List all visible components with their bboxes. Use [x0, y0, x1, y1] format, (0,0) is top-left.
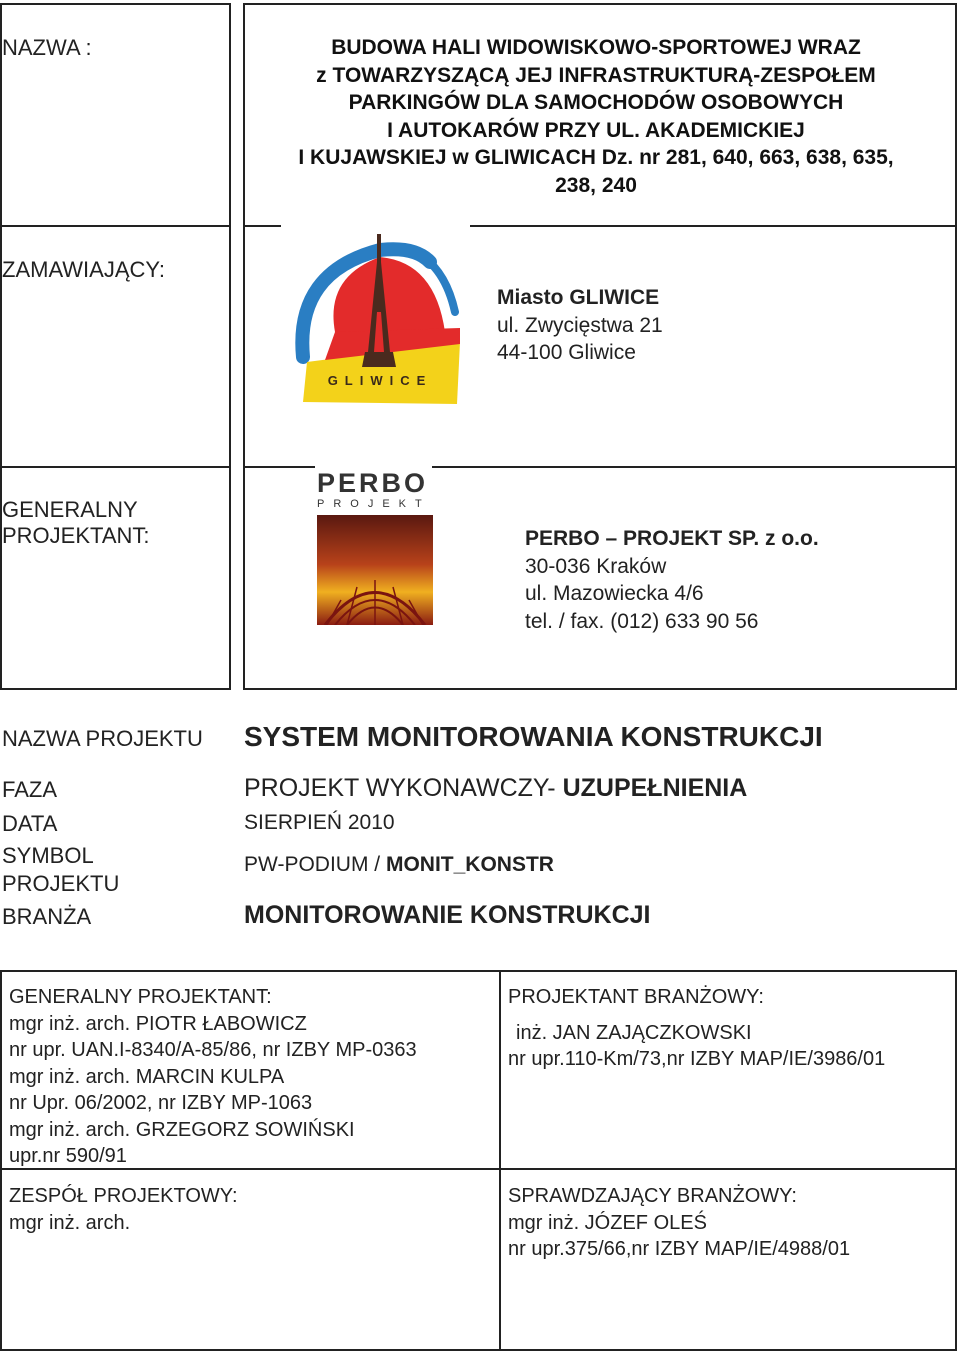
symbol-label	[2, 842, 119, 898]
designer-label-line: PROJEKTANT:	[2, 523, 150, 548]
signature-line: upr.nr 590/91	[9, 1145, 127, 1167]
perbo-logo	[317, 469, 433, 627]
signature-line: mgr inż. arch.	[9, 1211, 131, 1234]
general-designer-cell	[9, 984, 417, 1170]
gliwice-logo	[295, 232, 465, 407]
signature-line: nr Upr. 06/2002, nr IZBY MP-1063	[9, 1092, 313, 1114]
phase-label: FAZA	[2, 777, 58, 802]
phase-value	[244, 774, 747, 803]
project-name-value: SYSTEM MONITOROWANIA KONSTRUKCJI	[244, 721, 823, 752]
signature-line: nr upr. UAN.I-8340/A-85/86, nr IZBY MP-0363	[9, 1039, 417, 1061]
branch-label: BRANŻA	[2, 904, 92, 929]
date-label: DATA	[2, 811, 58, 836]
checker-cell	[508, 1183, 850, 1263]
signature-line: mgr inż. arch. GRZEGORZ SOWIŃSKI	[9, 1118, 355, 1141]
title-line: PARKINGÓW DLA SAMOCHODÓW OSOBOWYCH	[348, 91, 844, 114]
title-line: I AUTOKARÓW PRZY UL. AKADEMICKIEJ	[387, 118, 805, 142]
team-cell	[9, 1183, 238, 1236]
designer-phone: tel. / fax. (012) 633 90 56	[525, 609, 759, 633]
investor-address	[497, 284, 663, 367]
date-value: SIERPIEŃ 2010	[244, 811, 395, 834]
phase-value-plain: PROJEKT WYKONAWCZY-	[244, 774, 563, 802]
symbol-value-bold: MONIT_KONSTR	[385, 853, 554, 876]
general-designer-label: GENERALNY PROJEKTANT:	[9, 986, 272, 1008]
branch-value: MONITOROWANIE KONSTRUKCJI	[244, 901, 651, 929]
team-label: ZESPÓŁ PROJEKTOWY:	[9, 1185, 238, 1207]
investor-street: ul. Zwycięstwa 21	[497, 313, 663, 337]
signature-line: nr upr.110-Km/73,nr IZBY MAP/IE/3986/01	[508, 1048, 886, 1070]
designer-address	[525, 525, 819, 635]
name-label: NAZWA :	[2, 35, 92, 60]
investor-label: ZAMAWIAJĄCY:	[2, 257, 165, 282]
project-name-label: NAZWA PROJEKTU	[2, 726, 203, 751]
gliwice-logo-text: GLIWICE	[327, 373, 433, 388]
signature-line: mgr inż. arch. MARCIN KULPA	[9, 1065, 285, 1088]
designer-label	[2, 497, 150, 549]
branch-designer-cell	[508, 984, 885, 1073]
symbol-value	[244, 853, 554, 877]
title-line: BUDOWA HALI WIDOWISKOWO-SPORTOWEJ WRAZ	[331, 36, 861, 59]
checker-label: SPRAWDZAJĄCY BRANŻOWY:	[508, 1185, 797, 1207]
designer-city: 30-036 Kraków	[525, 554, 667, 578]
signature-line: mgr inż. JÓZEF OLEŚ	[508, 1211, 707, 1234]
symbol-label-line: PROJEKTU	[2, 871, 120, 896]
symbol-value-plain: PW-PODIUM /	[244, 853, 386, 876]
branch-designer-label: PROJEKTANT BRANŻOWY:	[508, 986, 764, 1008]
phase-value-bold: UZUPEŁNIENIA	[562, 774, 748, 802]
signature-line: nr upr.375/66,nr IZBY MAP/IE/4988/01	[508, 1238, 851, 1260]
designer-street: ul. Mazowiecka 4/6	[525, 582, 704, 605]
investor-city: 44-100 Gliwice	[497, 341, 636, 364]
investor-name: Miasto GLIWICE	[497, 286, 660, 309]
title-line: I KUJAWSKIEJ w GLIWICACH Dz. nr 281, 640, 663, 638, 635,	[298, 146, 894, 169]
perbo-logo-graphic	[317, 515, 433, 625]
perbo-logo-subtitle: PROJEKT	[317, 498, 431, 510]
symbol-label-line: SYMBOL	[2, 843, 94, 868]
title-line: z TOWARZYSZĄCĄ JEJ INFRASTRUKTURĄ-ZESPOŁEM	[316, 63, 876, 87]
title-line: 238, 240	[555, 173, 637, 197]
signature-line: mgr inż. arch. PIOTR ŁABOWICZ	[9, 1012, 307, 1035]
investment-title	[246, 34, 946, 199]
designer-label-line: GENERALNY	[2, 497, 138, 522]
signature-line: inż. JAN ZAJĄCZKOWSKI	[516, 1021, 752, 1044]
designer-name: PERBO – PROJEKT SP. z o.o.	[525, 527, 819, 550]
perbo-logo-title: PERBO	[317, 468, 429, 498]
